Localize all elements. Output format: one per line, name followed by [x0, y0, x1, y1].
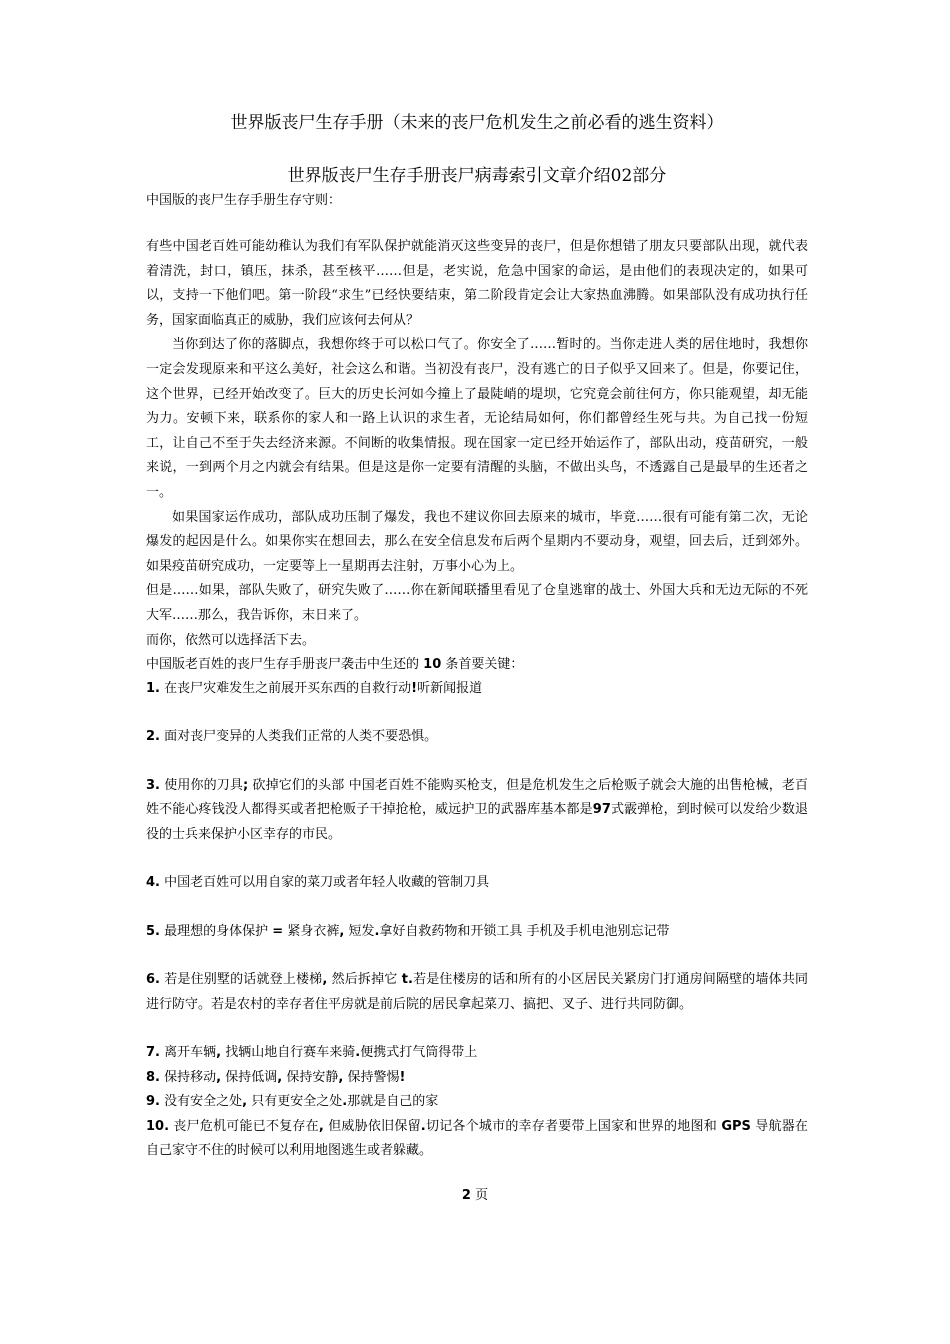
list-item-3 [146, 774, 808, 848]
list-item-10 [146, 1115, 808, 1164]
item-number: 6. [146, 972, 160, 987]
item-text: 保持移动 [164, 1069, 217, 1085]
item-text: 找辆山地自行赛车来骑 [225, 1045, 356, 1060]
item-punct: , [338, 1069, 344, 1085]
blank-line [146, 701, 808, 725]
item-text: 砍掉它们的头部 中国老百姓不能购买枪支，但是危机发生之后枪贩子就会大施的出售枪械，老百姓不能心疼钱没人都得买或者把枪贩子干掉抢枪，威远护卫的武器库基本都是 [146, 777, 808, 817]
item-text: 拿好自救药物和开锁工具 手机及手机电池别忘记带 [379, 923, 670, 939]
list-item-2 [146, 725, 808, 750]
item-text: 在丧尸灾难发生之前展开买东西的自救行动 [164, 680, 412, 696]
item-text: 那就是自己的家 [347, 1094, 439, 1109]
item-punct: , [318, 1118, 324, 1134]
item-punct: , [216, 1069, 222, 1085]
item-text: 听新闻报道 [417, 680, 483, 696]
blank-line [146, 944, 808, 968]
item-punct: ; [243, 777, 249, 793]
blank-line [146, 212, 808, 235]
list-item-7 [146, 1041, 808, 1066]
list-item-1 [146, 677, 808, 702]
document-title: 世界版丧尸生存手册（未来的丧尸危机发生之前必看的逃生资料） [230, 113, 724, 133]
item-text: 最理想的身体保护 [164, 923, 269, 939]
list-intro-count: 10 [423, 656, 442, 672]
paragraph-arrival: 当你到达了你的落脚点，我想你终于可以松口气了。你安全了……暂时的。当你走进人类的居住地时，我想你一定会发现原来和平这么美好，社会这么和谐。当初没有丧尸，没有逃亡的日子似乎又回来了。但是，你要记住，这个世界，已经开始改变了。巨大的历史长河如今撞上了最陡峭的堤坝，它究竟会前往何方，你只能观望，却无能为力。安顿下来，联系你的家人和一路上认识的求生者，无论结局如何，你们都曾经生死与共。为自己找一份短工，让自己不至于失去经济来源。不间断的收集情报。现在国家一定已经开始运作了，部队出动，疫苗研究，一般来说，一到两个月之内就会有结果。但是这是你一定要有清醒的头脑，不做出头鸟，不透露自己是最早的生还者之一。 [146, 337, 808, 500]
item-number: 10. [146, 1118, 170, 1134]
item-text: 便携式打气筒得带上 [360, 1045, 478, 1060]
paragraph-choice: 而你，依然可以选择活下去。 [146, 632, 316, 648]
item-text: 只有更安全之处 [251, 1094, 343, 1109]
item-text: 若是住别墅的话就登上楼梯 [164, 972, 323, 987]
item-text: 离开车辆 [164, 1045, 217, 1060]
item-text: 然后拆掉它 [331, 972, 398, 987]
list-intro-text: 中国版老百姓的丧尸生存手册丧尸袭击中生还的 [146, 656, 420, 672]
item-number: 7. [146, 1045, 160, 1060]
list-item-5 [146, 920, 808, 945]
item-punct: , [339, 923, 345, 939]
item-text: 保持安静 [286, 1069, 339, 1085]
item-punct: , [277, 1069, 283, 1085]
item-punct: , [216, 1045, 222, 1060]
section-heading: 中国版的丧尸生存手册生存守则： [146, 193, 342, 208]
paragraph-success: 如果国家运作成功，部队成功压制了爆发，我也不建议你回去原来的城市，毕竟……很有可能有第二次，无论爆发的起因是什么。如果你实在想回去，那么在安全信息发布后两个星期内不要动身，观望，回去后，迁到郊外。如果疫苗研究成功，一定要等上一星期再去注射，万事小心为上。 [146, 509, 808, 574]
item-text: 紧身衣裤 [287, 923, 340, 939]
list-item-4 [146, 871, 808, 896]
item-text: 没有安全之处 [164, 1094, 243, 1109]
item-text: 若是住楼房的话和所有的小区居民关紧房门打通房间隔壁的墙体共同进行防守。若是农村的幸存者住平房就是前后院的居民拿起菜刀、搞把、叉子、进行共同防御。 [146, 972, 808, 1012]
list-intro-suffix: 条首要关键： [445, 656, 524, 672]
item-number: 8. [146, 1069, 160, 1085]
item-text: 但威胁依旧保留 [328, 1118, 421, 1134]
list-item-9 [146, 1090, 808, 1115]
item-text: 保持低调 [225, 1069, 278, 1085]
list-item-8 [146, 1066, 808, 1091]
page-unit: 页 [475, 1188, 489, 1203]
item-text: 短发 [348, 923, 375, 939]
document-subtitle: 世界版丧尸生存手册丧尸病毒索引文章介绍02部分 [287, 166, 667, 186]
item-punct: . [420, 1118, 426, 1134]
item-punct: ! [399, 1069, 406, 1085]
list-item-6 [146, 968, 808, 1017]
item-text: 面对丧尸变异的人类我们正常的人类不要恐惧。 [164, 729, 438, 744]
item-punct: . [355, 1045, 361, 1060]
item-punct: . [342, 1094, 348, 1109]
paragraph-failure: 但是……如果，部队失败了，研究失败了……你在新闻联播里看见了仓皇逃窜的战士、外国大兵和无边无际的不死大军……那么，我告诉你，末日来了。 [146, 583, 808, 623]
paragraph-intro: 有些中国老百姓可能幼稚认为我们有军队保护就能消灭这些变异的丧尸，但是你想错了朋友只要部队出现，就代表着清洗，封口，镇压，抹杀，甚至核平……但是，老实说，危急中国家的命运，是由他们的表现决定的，如果可以，支持一下他们吧。第一阶段“求生”已经快要结束，第二阶段肯定会让大家热血沸腾。如果部队没有成功执行任务，国家面临真正的威胁，我们应该何去何从？ [146, 239, 808, 328]
blank-line [146, 1017, 808, 1041]
item-number: 9. [146, 1094, 160, 1109]
item-number: 2. [146, 729, 160, 744]
item-punct: ! [411, 680, 418, 696]
item-number: 4. [146, 875, 160, 890]
document-page [146, 108, 808, 1164]
page-number: 2 [461, 1188, 471, 1203]
item-text: 切记各个城市的幸存者要带上国家和世界的地图和 [425, 1118, 717, 1134]
item-punct: , [242, 1094, 248, 1109]
list-intro [146, 653, 808, 677]
item-punct: . [374, 923, 380, 939]
item-model-number: 97 [592, 802, 611, 817]
item-punct: t. [401, 972, 413, 987]
blank-line [146, 750, 808, 774]
item-number: 3. [146, 777, 160, 793]
page-footer [0, 1186, 950, 1206]
item-punct: , [322, 972, 328, 987]
item-text: 丧尸危机可能已不复存在 [173, 1118, 319, 1134]
item-text: 中国老百姓可以用自家的菜刀或者年轻人收藏的管制刀具 [164, 875, 490, 890]
item-text: 保持警惕 [347, 1069, 400, 1085]
item-text: 式霰弹枪，到时候可以发给少数退役的士兵来保护小区幸存的市民。 [146, 802, 808, 842]
item-number: 1. [146, 680, 160, 696]
item-number: 5. [146, 923, 160, 939]
item-text: 使用你的刀具 [164, 777, 244, 793]
item-punct: = [272, 923, 284, 939]
blank-line [146, 896, 808, 920]
item-gps: GPS [721, 1118, 751, 1134]
item-text: 导航器在自己家守不住的时候可以利用地图逃生或者躲藏。 [146, 1118, 808, 1158]
blank-line [146, 847, 808, 871]
